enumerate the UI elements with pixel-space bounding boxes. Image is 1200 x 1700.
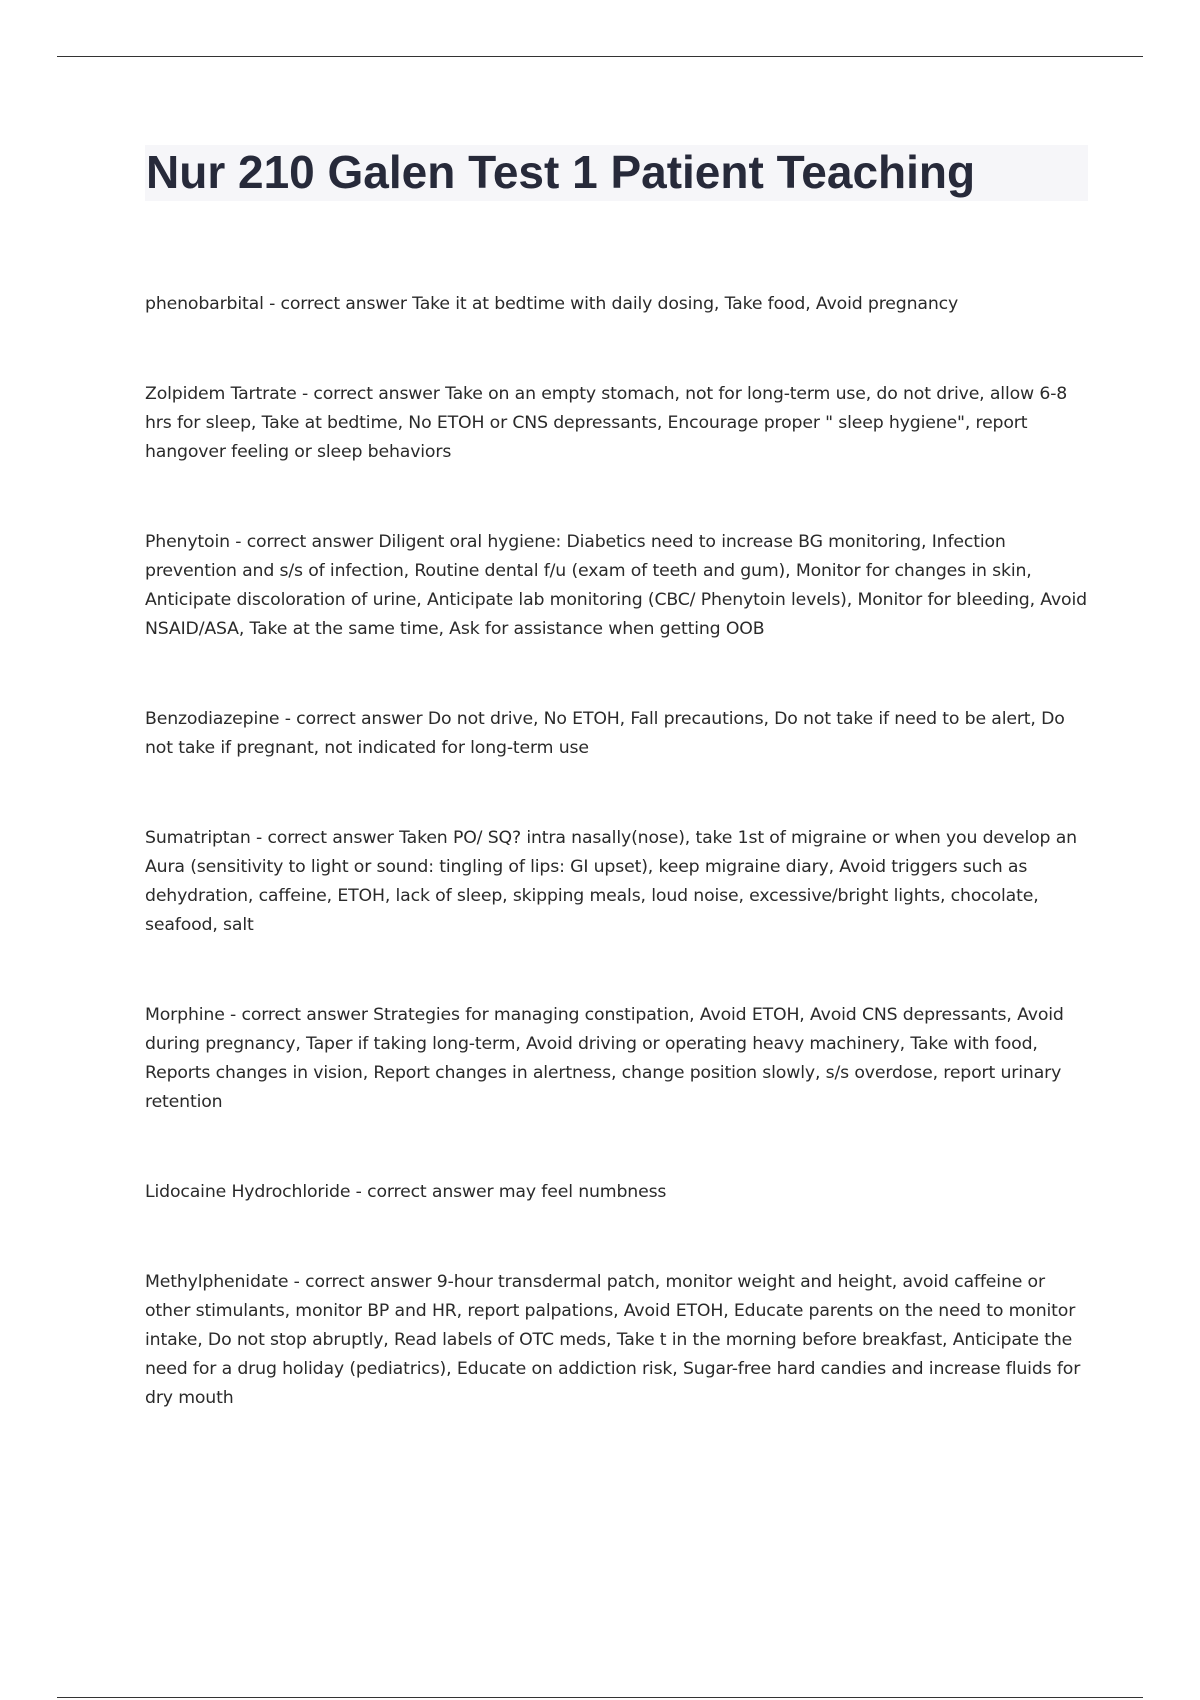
- entry-methylphenidate: Methylphenidate - correct answer 9-hour transdermal patch, monitor weight and height, avoid caffeine or other stimulants, monitor BP and HR, report palpations, Avoid ETOH, Educate parents on the need to monitor intake, Do not stop abruptly, Read labels of OTC meds, Take t in the morning before breakfast, Anticipate the need for a drug holiday (pediatrics), Educate on addiction risk, Sugar-free hard candies and increase fluids for dry mouth: [145, 1272, 1081, 1408]
- entry-phenytoin: Phenytoin - correct answer Diligent oral hygiene: Diabetics need to increase BG monitoring, Infection prevention and s/s of infection, Routine dental f/u (exam of teeth and gum), Monitor for changes in skin, Anticipate discoloration of urine, Anticipate lab monitoring (CBC/ Phenytoin levels), Monitor for bleeding, Avoid NSAID/ASA, Take at the same time, Ask for assistance when getting OOB: [145, 532, 1087, 639]
- entry-morphine: Morphine - correct answer Strategies for managing constipation, Avoid ETOH, Avoid CNS depressants, Avoid during pregnancy, Taper if taking long-term, Avoid driving or operating heavy machinery, Take with food, Reports changes in vision, Report changes in alertness, change position slowly, s/s overdose, report urinary retention: [145, 1005, 1064, 1112]
- entry-phenobarbital: phenobarbital - correct answer Take it at bedtime with daily dosing, Take food, Avoid pregnancy: [145, 294, 959, 314]
- page-title: Nur 210 Galen Test 1 Patient Teaching: [146, 146, 976, 198]
- entry-sumatriptan: Sumatriptan - correct answer Taken PO/ SQ? intra nasally(nose), take 1st of migraine or when you develop an Aura (sensitivity to light or sound: tingling of lips: GI upset), keep migraine diary, Avoid triggers such as dehydration, caffeine, ETOH, lack of sleep, skipping meals, loud noise, excessive/bright lights, chocolate, seafood, salt: [145, 828, 1077, 935]
- top-rule: [57, 56, 1143, 57]
- entry-list: [145, 290, 1090, 1474]
- entry-lidocaine-hydrochloride: Lidocaine Hydrochloride - correct answer may feel numbness: [145, 1182, 667, 1202]
- entry-benzodiazepine: Benzodiazepine - correct answer Do not drive, No ETOH, Fall precautions, Do not take if need to be alert, Do not take if pregnant, not indicated for long-term use: [145, 709, 1065, 758]
- bottom-rule: [57, 1697, 1143, 1698]
- entry-zolpidem-tartrate: Zolpidem Tartrate - correct answer Take on an empty stomach, not for long-term use, do not drive, allow 6-8 hrs for sleep, Take at bedtime, No ETOH or CNS depressants, Encourage proper " sleep hygiene", report hangover feeling or sleep behaviors: [145, 384, 1068, 462]
